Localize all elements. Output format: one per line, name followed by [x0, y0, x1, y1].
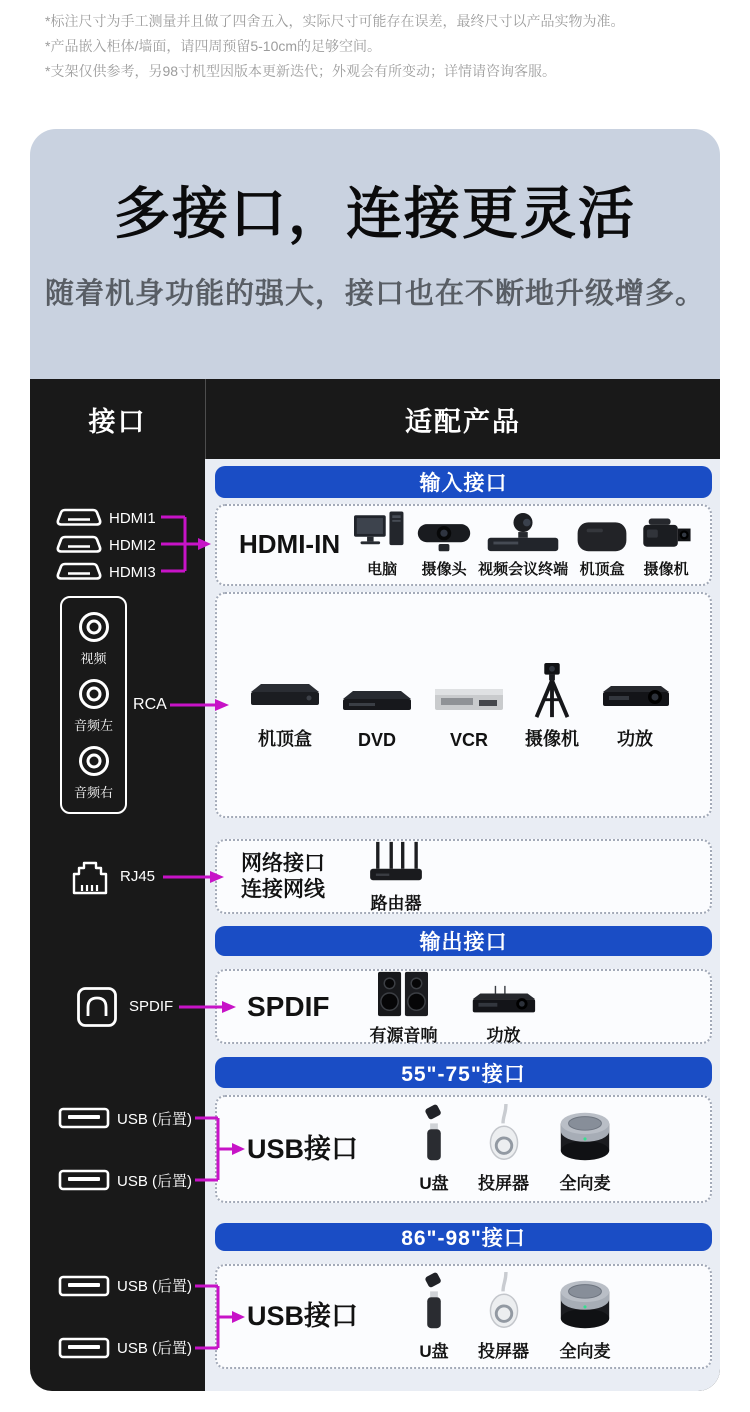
port-label: USB (后置) — [117, 1278, 193, 1295]
rca-jack — [76, 609, 112, 667]
device-item — [467, 984, 539, 1046]
rca-jack — [74, 676, 113, 734]
hdmi-port-icon — [56, 535, 102, 555]
device-label: 全向麦 — [559, 1341, 611, 1361]
usb-port-row — [58, 1336, 192, 1360]
device-item — [478, 1104, 529, 1194]
device-box-rj45 — [215, 839, 712, 914]
device-item — [414, 1272, 454, 1362]
section-pill-55-75: 55"-75"接口 — [215, 1057, 712, 1088]
usb-drive-icon — [414, 1104, 454, 1166]
magenta-arrow-icon — [179, 1000, 237, 1014]
device-list — [363, 840, 429, 914]
dvd-player-icon — [339, 667, 415, 727]
usb-port-list — [58, 1274, 192, 1360]
speakerphone-icon — [553, 1274, 617, 1334]
header-cell-ports: 接口 — [88, 406, 147, 437]
port-group-usb-55-75 — [30, 1095, 205, 1203]
device-item — [431, 667, 507, 751]
hdmi-port-icon — [56, 562, 102, 582]
usb-port-icon — [58, 1337, 110, 1359]
rca-jack-label: 视频 — [80, 651, 107, 666]
box-title: USB接口 — [247, 1133, 359, 1164]
ports-column — [30, 379, 205, 1391]
usb-port-icon — [58, 1107, 110, 1129]
hdmi-port-list — [56, 507, 156, 583]
hero-panel — [30, 129, 720, 379]
box-title: SPDIF — [247, 990, 330, 1022]
rca-jack-label: 音频右 — [74, 785, 114, 800]
page-title: 多接口，连接更灵活 — [114, 182, 636, 245]
port-group-spdif — [30, 969, 205, 1044]
device-box-usb-55-75 — [215, 1095, 712, 1203]
device-item — [369, 968, 437, 1046]
rj45-port-icon — [70, 858, 110, 896]
device-box-hdmi-in — [215, 504, 712, 586]
hdmi-port-row — [56, 534, 156, 556]
device-label: U盘 — [419, 1341, 449, 1361]
disclaimer-line: *支架仅供参考，另98寸机型因版本更新迭代；外观会有所变动；详情请咨询客服。 — [45, 63, 557, 79]
device-box-usb-86-98 — [215, 1264, 712, 1369]
usb-port-list — [58, 1106, 192, 1192]
port-label: USB (后置) — [117, 1172, 193, 1190]
device-label: 功放 — [617, 728, 653, 749]
port-label: HDMI2 — [109, 536, 156, 554]
header-cell-products: 适配产品 — [205, 379, 720, 459]
section-pill-output: 输出接口 — [215, 926, 712, 956]
magenta-arrow-icon — [170, 698, 230, 712]
set-top-box-icon — [574, 515, 630, 555]
device-label: 路由器 — [370, 893, 422, 913]
device-label: 摄像头 — [421, 561, 467, 578]
amplifier-icon — [467, 984, 539, 1018]
port-label: RCA — [133, 696, 167, 713]
usb-port-row — [58, 1106, 192, 1130]
magenta-arrow-icon — [163, 870, 225, 884]
box-title: USB接口 — [247, 1301, 359, 1332]
ports-table — [30, 379, 720, 1391]
cast-dongle-icon — [481, 1272, 527, 1334]
port-label: HDMI3 — [109, 563, 156, 581]
device-label: U盘 — [419, 1174, 449, 1193]
box-title-line: 连接网线 — [241, 877, 325, 901]
hdmi-port-icon — [56, 508, 102, 528]
device-box-rca — [215, 592, 712, 818]
port-label: RJ45 — [120, 868, 156, 885]
port-group-rj45 — [30, 839, 205, 914]
box-title — [241, 851, 325, 901]
device-label: 全向麦 — [559, 1174, 611, 1193]
vcr-icon — [431, 667, 507, 727]
products-column — [205, 379, 720, 1391]
rca-jack-label: 音频左 — [74, 718, 114, 733]
device-label: 摄像机 — [643, 561, 689, 578]
device-item — [354, 511, 410, 579]
device-item — [478, 511, 568, 579]
box-title-line: 网络接口 — [241, 852, 325, 876]
page-subtitle: 随着机身功能的强大，接口也在不断地升级增多。 — [44, 277, 705, 310]
disclaimer-notes — [0, 0, 750, 84]
device-label: 有源音响 — [369, 1025, 438, 1045]
spdif-port-icon — [76, 986, 118, 1028]
speakers-icon — [376, 968, 430, 1018]
device-label: 视频会议终端 — [478, 561, 569, 578]
device-label: 投屏器 — [478, 1341, 530, 1361]
device-item — [339, 667, 415, 751]
usb-port-icon — [58, 1275, 110, 1297]
usb-bracket-arrow-icon — [194, 1106, 246, 1192]
device-label: DVD — [357, 729, 396, 750]
cast-dongle-icon — [481, 1104, 527, 1166]
section-pill-input: 输入接口 — [215, 466, 712, 498]
port-group-usb-86-98 — [30, 1264, 205, 1369]
device-item — [523, 660, 581, 751]
rca-jack-icon — [76, 609, 112, 645]
device-item — [363, 840, 429, 914]
device-item — [597, 662, 673, 751]
hdmi-port-row — [56, 507, 156, 529]
device-item — [553, 1274, 617, 1362]
usb-drive-icon — [414, 1272, 454, 1334]
hdmi-bracket-arrow-icon — [160, 506, 212, 584]
device-item — [636, 513, 696, 579]
box-title: HDMI-IN — [239, 529, 341, 560]
device-list — [354, 511, 696, 579]
usb-port-row — [58, 1274, 192, 1298]
port-group-rca — [30, 592, 205, 818]
device-item — [416, 515, 472, 579]
device-item — [478, 1272, 529, 1362]
port-group-hdmi — [30, 504, 205, 586]
port-label: USB (后置) — [117, 1340, 193, 1357]
device-label: 摄像机 — [525, 728, 579, 749]
usb-port-icon — [58, 1169, 110, 1191]
router-icon — [363, 840, 429, 886]
section-pill-86-98: 86"-98"接口 — [215, 1223, 712, 1251]
products-content — [205, 459, 720, 1391]
device-label: 电脑 — [367, 561, 398, 578]
device-item — [414, 1104, 454, 1194]
device-item — [553, 1106, 617, 1194]
device-item — [247, 662, 323, 751]
port-label: SPDIF — [129, 998, 174, 1015]
webcam-icon — [416, 515, 472, 555]
rca-jack — [74, 743, 113, 801]
usb-bracket-arrow-icon — [194, 1274, 246, 1360]
device-list — [414, 1272, 617, 1362]
amplifier-icon — [597, 662, 673, 722]
rca-jack-icon — [76, 743, 112, 779]
device-label: 功放 — [486, 1025, 521, 1045]
device-label: VCR — [449, 729, 488, 750]
device-label: 机顶盒 — [258, 728, 312, 749]
tripod-camera-icon — [523, 660, 581, 722]
computer-icon — [354, 511, 410, 555]
port-label: USB (后置) — [117, 1110, 193, 1128]
device-item — [574, 515, 630, 579]
port-label: HDMI1 — [109, 509, 156, 527]
device-list — [414, 1104, 617, 1194]
device-list — [369, 968, 539, 1046]
speakerphone-icon — [553, 1106, 617, 1166]
rca-jack-icon — [76, 676, 112, 712]
video-conference-terminal-icon — [482, 511, 564, 555]
device-box-spdif — [215, 969, 712, 1044]
set-top-box-icon — [247, 662, 323, 722]
usb-port-row — [58, 1168, 192, 1192]
disclaimer-line: *标注尺寸为手工测量并且做了四舍五入，实际尺寸可能存在误差，最终尺寸以产品实物为准。 — [45, 13, 625, 29]
device-label: 机顶盒 — [579, 561, 625, 578]
camcorder-icon — [636, 513, 696, 555]
device-list — [247, 660, 673, 751]
disclaimer-line: *产品嵌入柜体/墙面，请四周预留5-10cm的足够空间。 — [45, 38, 382, 54]
device-label: 投屏器 — [478, 1174, 530, 1193]
hdmi-port-row — [56, 561, 156, 583]
rca-ports-outline — [60, 596, 127, 814]
